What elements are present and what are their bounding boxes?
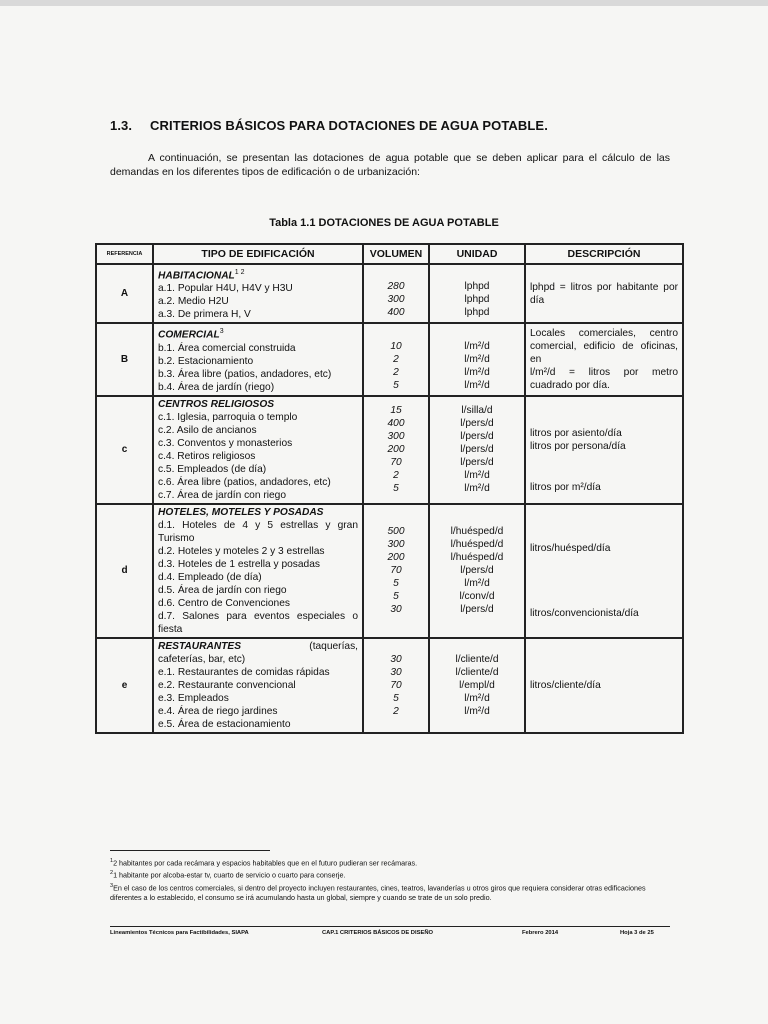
row-item: d.3. Hoteles de 1 estrella y posadas [158,558,320,570]
row-item: e.1. Restaurantes de comidas rápidas [158,666,330,678]
footnote [110,881,670,903]
header-descripcion: DESCRIPCIÓN [525,244,683,264]
volume-value: 30 [390,604,402,616]
unit-value: l/pers/d [460,444,494,456]
unit-value: l/silla/d [461,405,493,417]
unit-value: l/m²/d [464,483,490,495]
volume-value: 2 [393,366,399,378]
row-item: c.5. Empleados (de día) [158,463,267,475]
row-reference: d [96,504,153,638]
row-volumen [363,504,429,638]
row-item: d.1. Hoteles de 4 y 5 estrellas y gran Turismo [158,519,358,544]
intro-paragraph [110,152,670,179]
row-item: c.3. Conventos y monasterios [158,437,293,449]
row-category-title [158,325,358,341]
volume-value: 2 [393,470,399,482]
table-row [96,396,683,504]
footnotes [110,856,670,903]
row-category-title [158,266,358,282]
section-title: CRITERIOS BÁSICOS PARA DOTACIONES DE AGUA POTABLE. [150,118,548,133]
row-category-title [158,640,358,666]
unit-value: l/m²/d [464,692,490,704]
volume-value: 10 [390,340,402,352]
row-reference: c [96,396,153,504]
table-row [96,638,683,733]
row-item: d.4. Empleado (de día) [158,571,262,583]
volume-value: 200 [387,444,405,456]
volume-value: 280 [387,281,405,293]
volume-value: 5 [393,483,399,495]
row-item: b.2. Estacionamiento [158,355,254,367]
footnote-number: 3 [110,882,114,889]
description-text: litros por asiento/día [530,428,622,440]
footnote-ref: 1 2 [234,269,245,276]
row-descripcion [525,504,683,638]
row-tipo [153,323,363,395]
volume-value: 300 [387,539,405,551]
row-volumen [363,264,429,323]
unit-value: lphpd [464,281,490,293]
footer-page: Hoja 3 de 25 [620,930,654,936]
unit-value: l/m²/d [464,470,490,482]
row-item: c.6. Área libre (patios, andadores, etc) [158,476,331,488]
unit-value: l/m²/d [464,379,490,391]
row-item: d.7. Salones para eventos especiales o fiesta [158,610,358,635]
row-category-title [158,398,358,411]
row-item: e.3. Empleados [158,692,229,704]
table-caption: Tabla 1.1 DOTACIONES DE AGUA POTABLE [269,217,499,229]
volume-value: 70 [390,565,402,577]
unit-value: l/m²/d [464,366,490,378]
row-reference: A [96,264,153,323]
unit-value: l/conv/d [459,591,495,603]
intro-text: A continuación, se presentan las dotaciones de agua potable que se deben aplicar para el cálculo de las demandas en los diferentes tipos de edificación o de urbanización: [110,152,670,178]
unit-value: l/m²/d [464,353,490,365]
table-row [96,504,683,638]
volume-value: 500 [387,526,405,538]
unit-value: l/pers/d [460,431,494,443]
row-tipo [153,638,363,733]
description-text: lphpd = litros por habitante por día [530,281,678,306]
category-suffix-rest: cafeterías, bar, etc) [158,653,246,665]
unit-value: l/pers/d [460,604,494,616]
row-volumen [363,638,429,733]
row-item: c.4. Retiros religiosos [158,450,256,462]
header-referencia: REFERENCIA [96,244,153,264]
row-unidad [429,396,525,504]
category-name: HOTELES, MOTELES Y POSADAS [158,506,324,518]
row-item: e.2. Restaurante convencional [158,679,296,691]
footnote-ref: 3 [219,328,224,336]
section-number: 1.3. [110,118,133,133]
footnote-divider [110,850,270,851]
row-descripcion [525,396,683,504]
volume-value: 15 [390,405,402,417]
row-tipo [153,504,363,638]
unit-value: l/huésped/d [450,552,504,564]
footer-date: Febrero 2014 [522,930,559,936]
unit-value: l/huésped/d [450,539,504,551]
row-descripcion [525,638,683,733]
unit-value: l/pers/d [460,457,494,469]
row-item: d.5. Área de jardín con riego [158,584,287,596]
category-name: HABITACIONAL [158,270,235,282]
row-item: e.5. Área de estacionamiento [158,718,291,730]
unit-value: l/m²/d [464,705,490,717]
category-suffix: (taquerías, [309,640,358,652]
row-item: b.1. Área comercial construida [158,342,296,354]
dotaciones-table [95,243,684,734]
row-volumen [363,323,429,395]
unit-value: l/cliente/d [455,666,499,678]
unit-value: lphpd [464,307,490,319]
row-item: c.1. Iglesia, parroquia o templo [158,411,298,423]
row-reference: B [96,323,153,395]
volume-value: 5 [393,591,399,603]
footnote-number: 1 [110,858,114,864]
row-tipo [153,264,363,323]
page-footer [110,926,670,936]
volume-value: 30 [390,653,402,665]
section-heading [110,118,548,133]
row-item: b.4. Área de jardín (riego) [158,381,275,393]
row-item: a.3. De primera H, V [158,309,251,321]
footnote-number: 2 [110,870,114,877]
volume-value: 2 [393,705,399,717]
unit-value: l/empl/d [459,679,495,691]
volume-value: 400 [387,418,405,430]
description-text: litros/convencionista/día [530,607,639,619]
category-name: CENTROS RELIGIOSOS [158,398,275,410]
row-item: e.4. Área de riego jardines [158,705,278,717]
unit-value: l/cliente/d [455,653,499,665]
volume-value: 2 [393,353,399,365]
footer-chapter: CAP.1 CRITERIOS BÁSICOS DE DISEÑO [322,930,434,936]
volume-value: 5 [393,379,399,391]
row-volumen [363,396,429,504]
table-row [96,264,683,323]
table-row [96,323,683,395]
row-item: d.2. Hoteles y moteles 2 y 3 estrellas [158,545,325,557]
description-text: l/m²/d = litros por metro cuadrado por día. [530,367,678,392]
header-tipo: TIPO DE EDIFICACIÓN [153,244,363,264]
volume-value: 400 [387,307,405,319]
unit-value: lphpd [464,294,490,306]
table-header-row [96,244,683,264]
volume-value: 300 [387,294,405,306]
row-unidad [429,504,525,638]
header-volumen: VOLUMEN [363,244,429,264]
volume-value: 5 [393,578,399,590]
footnote-text: En el caso de los centros comerciales, si dentro del proyecto incluyen restaurantes, cines, teatros, lavanderías u otros giros que requiera considerar otras edificaciones diferentes a lo establecido, el consumo se irá acumulando hasta un global, siempre y cuando se trate de un solo predio. [110,883,646,903]
description-text: litros/cliente/día [530,679,601,691]
row-unidad [429,264,525,323]
row-item: b.3. Área libre (patios, andadores, etc) [158,368,332,380]
description-text: litros por m²/día [530,482,601,494]
unit-value: l/pers/d [460,418,494,430]
unit-value: l/m²/d [464,340,490,352]
row-item: c.2. Asilo de ancianos [158,424,257,436]
volume-value: 5 [393,692,399,704]
row-unidad [429,323,525,395]
category-name: RESTAURANTES [158,640,242,652]
volume-value: 70 [390,457,402,469]
row-descripcion [525,264,683,323]
row-item: c.7. Área de jardín con riego [158,489,286,501]
unit-value: l/huésped/d [450,526,504,538]
description-text: litros/huésped/día [530,542,611,554]
volume-value: 300 [387,431,405,443]
footnote [110,856,670,868]
volume-value: 70 [390,679,402,691]
category-name: COMERCIAL [158,329,220,341]
header-unidad: UNIDAD [429,244,525,264]
footnote-text: 2 habitantes por cada recámara y espacios habitables que en el futuro pudieran ser recámaras. [113,858,418,868]
volume-value: 200 [387,552,405,564]
unit-value: l/pers/d [460,565,494,577]
footnote-text: 1 habitante por alcoba-estar tv, cuarto de servicio o cuarto para conserje. [113,870,346,880]
volume-value: 30 [390,666,402,678]
unit-value: l/m²/d [464,578,490,590]
row-tipo [153,396,363,504]
footer-left: Lineamientos Técnicos para Factibilidades, SIAPA [110,930,249,936]
description-text: litros por persona/día [530,441,626,453]
footnote [110,868,670,880]
row-item: d.6. Centro de Convenciones [158,597,290,609]
row-item: a.1. Popular H4U, H4V y H3U [158,283,293,295]
description-text: Locales comerciales, centro comercial, edificio de oficinas, en [530,328,678,366]
row-reference: e [96,638,153,733]
row-category-title [158,506,358,519]
row-unidad [429,638,525,733]
row-descripcion [525,323,683,395]
row-item: a.2. Medio H2U [158,296,229,308]
